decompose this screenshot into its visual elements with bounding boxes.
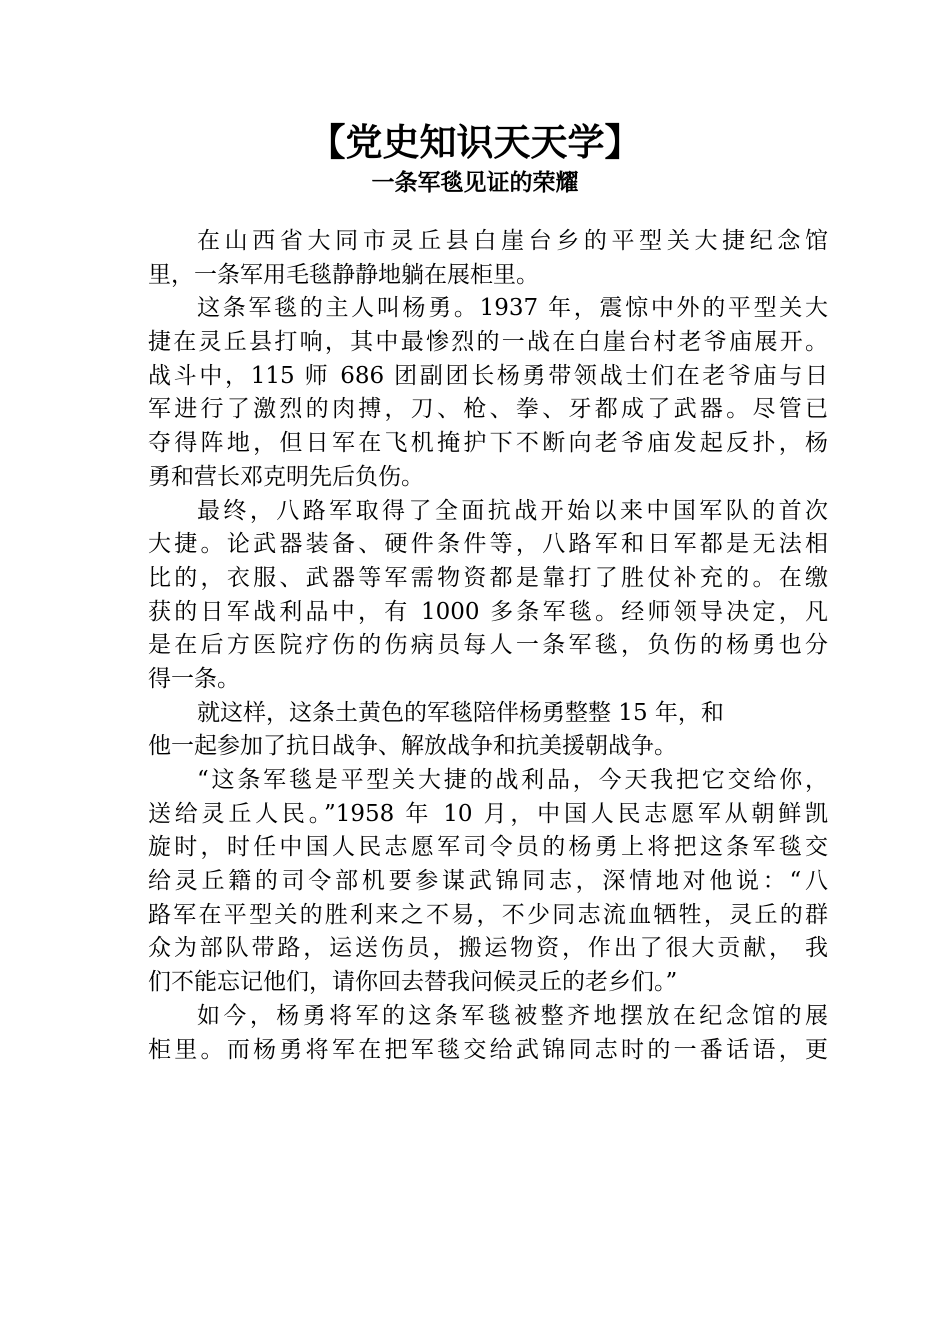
text-line: 勇和营长邓克明先后负伤。 (148, 463, 424, 490)
text-line: 在山西省大同市灵丘县白崖台乡的平型关大捷纪念馆 (197, 228, 828, 254)
text-line: 比的，衣服、武器等军需物资都是靠打了胜仗补充的。在缴 (148, 564, 828, 591)
text-line: 获的日军战利品中，有 1000 多条军毯。经师领导决定，凡 (148, 598, 828, 625)
text-line: 夺得阵地，但日军在飞机掩护下不断向老爷庙发起反扑，杨 (148, 430, 828, 457)
text-line: 路军在平型关的胜利来之不易，不少同志流血牺牲，灵丘的群 (148, 901, 828, 928)
document-title: 【党史知识天天学】 (308, 121, 642, 164)
text-line: 是在后方医院疗伤的伤病员每人一条军毯，负伤的杨勇也分 (148, 632, 828, 659)
text-line: 最终，八路军取得了全面抗战开始以来中国军队的首次 (197, 497, 828, 524)
article-body (148, 225, 828, 1067)
text-line: 旋时，时任中国人民志愿军司令员的杨勇上将把这条军毯交 (148, 834, 828, 861)
text-line: 送给灵丘人民。”1958 年 10 月，中国人民志愿军从朝鲜凯 (148, 800, 828, 827)
text-line: 里，一条军用毛毯静静地躺在展柜里。 (148, 261, 539, 288)
text-line: 如今，杨勇将军的这条军毯被整齐地摆放在纪念馆的展 (197, 1002, 828, 1029)
text-line: 得一条。 (148, 665, 240, 692)
text-line: “这条军毯是平型关大捷的战利品，今天我把它交给你， (197, 767, 828, 793)
text-line: 捷在灵丘县打响，其中最惨烈的一战在白崖台村老爷庙展开。 (148, 329, 828, 356)
text-line: 大捷。论武器装备、硬件条件等，八路军和日军都是无法相 (148, 531, 828, 558)
text-line: 给灵丘籍的司令部机要参谋武锦同志，深情地对他说：“八 (148, 868, 828, 895)
text-line: 柜里。而杨勇将军在把军毯交给武锦同志时的一番话语，更 (148, 1036, 828, 1063)
text-line: 战斗中，115 师 686 团副团长杨勇带领战士们在老爷庙与日 (148, 362, 828, 389)
text-line: 就这样，这条土黄色的军毯陪伴杨勇整整 15 年，和 (197, 699, 724, 726)
text-line: 们不能忘记他们，请你回去替我问候灵丘的老乡们。” (148, 969, 678, 996)
text-line: 他一起参加了抗日战争、解放战争和抗美援朝战争。 (148, 733, 677, 760)
text-line: 军进行了激烈的肉搏，刀、枪、拳、牙都成了武器。尽管已 (148, 396, 828, 423)
text-line: 众为部队带路，运送伤员，搬运物资，作出了很大贡献， 我 (148, 935, 828, 962)
text-line: 这条军毯的主人叫杨勇。1937 年，震惊中外的平型关大 (197, 295, 828, 322)
document-subtitle: 一条军毯见证的荣耀 (371, 169, 579, 196)
